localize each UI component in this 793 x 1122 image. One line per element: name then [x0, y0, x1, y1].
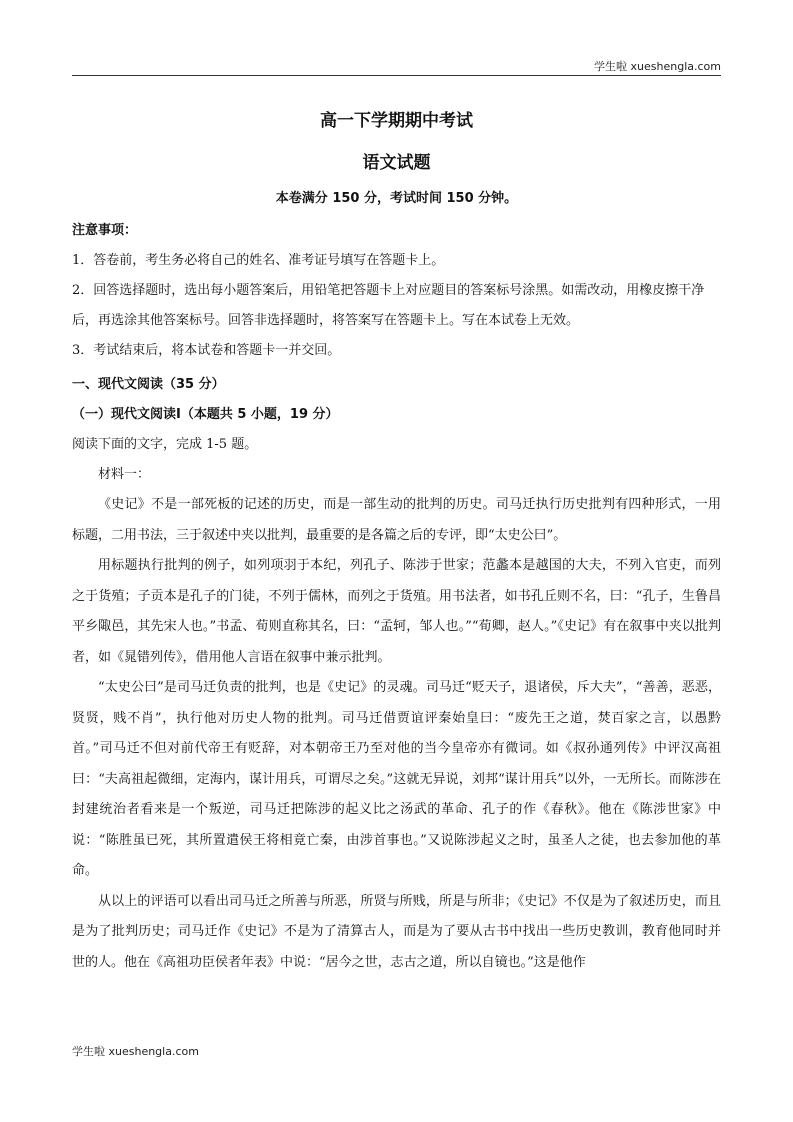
passage-paragraph: “太史公曰”是司马迁负责的批判，也是《史记》的灵魂。司马迁“贬天子，退诸侯，斥大夫”，“善善，恶恶，贤贤，贱不肖”，执行他对历史人物的批判。司马迁借贾谊评秦始皇曰：“废先王之道，焚百家之言，以愚黔首。”司马迁不但对前代帝王有贬辞，对本朝帝王乃至对他的当今皇帝亦有微词。如《叔孙通列传》中评汉高祖曰：“夫高祖起微细，定海内，谋计用兵，可谓尽之矣。”这就无异说，刘邦“谋计用兵”以外，一无所长。而陈涉在封建统治者看来是一个叛逆，司马迁把陈涉的起义比之汤武的革命、孔子的作《春秋》。他在《陈涉世家》中说：“陈胜虽已死，其所置遣侯王将相竟亡秦，由涉首事也。”又说陈涉起义之时，虽圣人之徒，也去参加他的革命。: [72, 680, 721, 878]
score-time-note: 本卷满分 150 分，考试时间 150 分钟。: [275, 191, 518, 206]
notice-item: 2．回答选择题时，选出每小题答案后，用铅笔把答题卡上对应题目的答案标号涂黑。如需改动，用橡皮擦干净后，再选涂其他答案标号。回答非选择题时，将答案写在答题卡上。写在本试卷上无效。: [72, 283, 705, 328]
page-body: [72, 100, 721, 978]
exam-subtitle: 语文试题: [362, 153, 431, 173]
passage-paragraph: 从以上的评语可以看出司马迁之所善与所恶，所贤与所贱，所是与所非；《史记》不仅是为了叙述历史，而且是为了批判历史；司马迁作《史记》不是为了清算古人，而是为了要从古书中找出一些历史教训，教育他同时并世的人。他在《高祖功臣侯者年表》中说：“居今之世，志古之道，所以自镜也。”这是他作: [72, 893, 721, 970]
header-site-text: 学生啦 xueshengla.com: [594, 60, 721, 73]
passage-paragraph: 《史记》不是一部死板的记述的历史，而是一部生动的批判的历史。司马迁执行历史批判有四种形式，一用标题，二用书法，三于叙述中夹以批判，最重要的是各篇之后的专评，即“太史公曰”。: [72, 497, 721, 543]
material-label: 材料一：: [98, 467, 151, 482]
passage-paragraph: 用标题执行批判的例子，如列项羽于本纪，列孔子、陈涉于世家；范蠡本是越国的大夫，不列入官吏，而列之于货殖；子贡本是孔子的门徒，不列于儒林，而列之于货殖。用书法者，如书孔丘则不名，曰：“孔子，生鲁昌平乡陬邑，其先宋人也。”书孟、荀则直称其名，曰：“孟轲，邹人也。”“荀卿，赵人。”《史记》有在叙事中夹以批判者，如《晁错列传》，借用他人言语在叙事中兼示批判。: [72, 558, 721, 665]
notice-item: 3．考试结束后，将本试卷和答题卡一并交回。: [72, 343, 341, 358]
footer-site-text: 学生啦 xueshengla.com: [72, 1045, 199, 1058]
reading-instruction: 阅读下面的文字，完成 1-5 题。: [72, 437, 258, 452]
section-heading: 一、现代文阅读（35 分）: [72, 377, 225, 392]
notice-heading: 注意事项：: [72, 223, 138, 238]
sub-section-heading: （一）现代文阅读Ⅰ（本题共 5 小题，19 分）: [72, 407, 339, 422]
header-divider: [72, 75, 721, 76]
notice-item: 1．答卷前，考生务必将自己的姓名、准考证号填写在答题卡上。: [72, 253, 445, 268]
exam-title: 高一下学期期中考试: [320, 111, 473, 131]
